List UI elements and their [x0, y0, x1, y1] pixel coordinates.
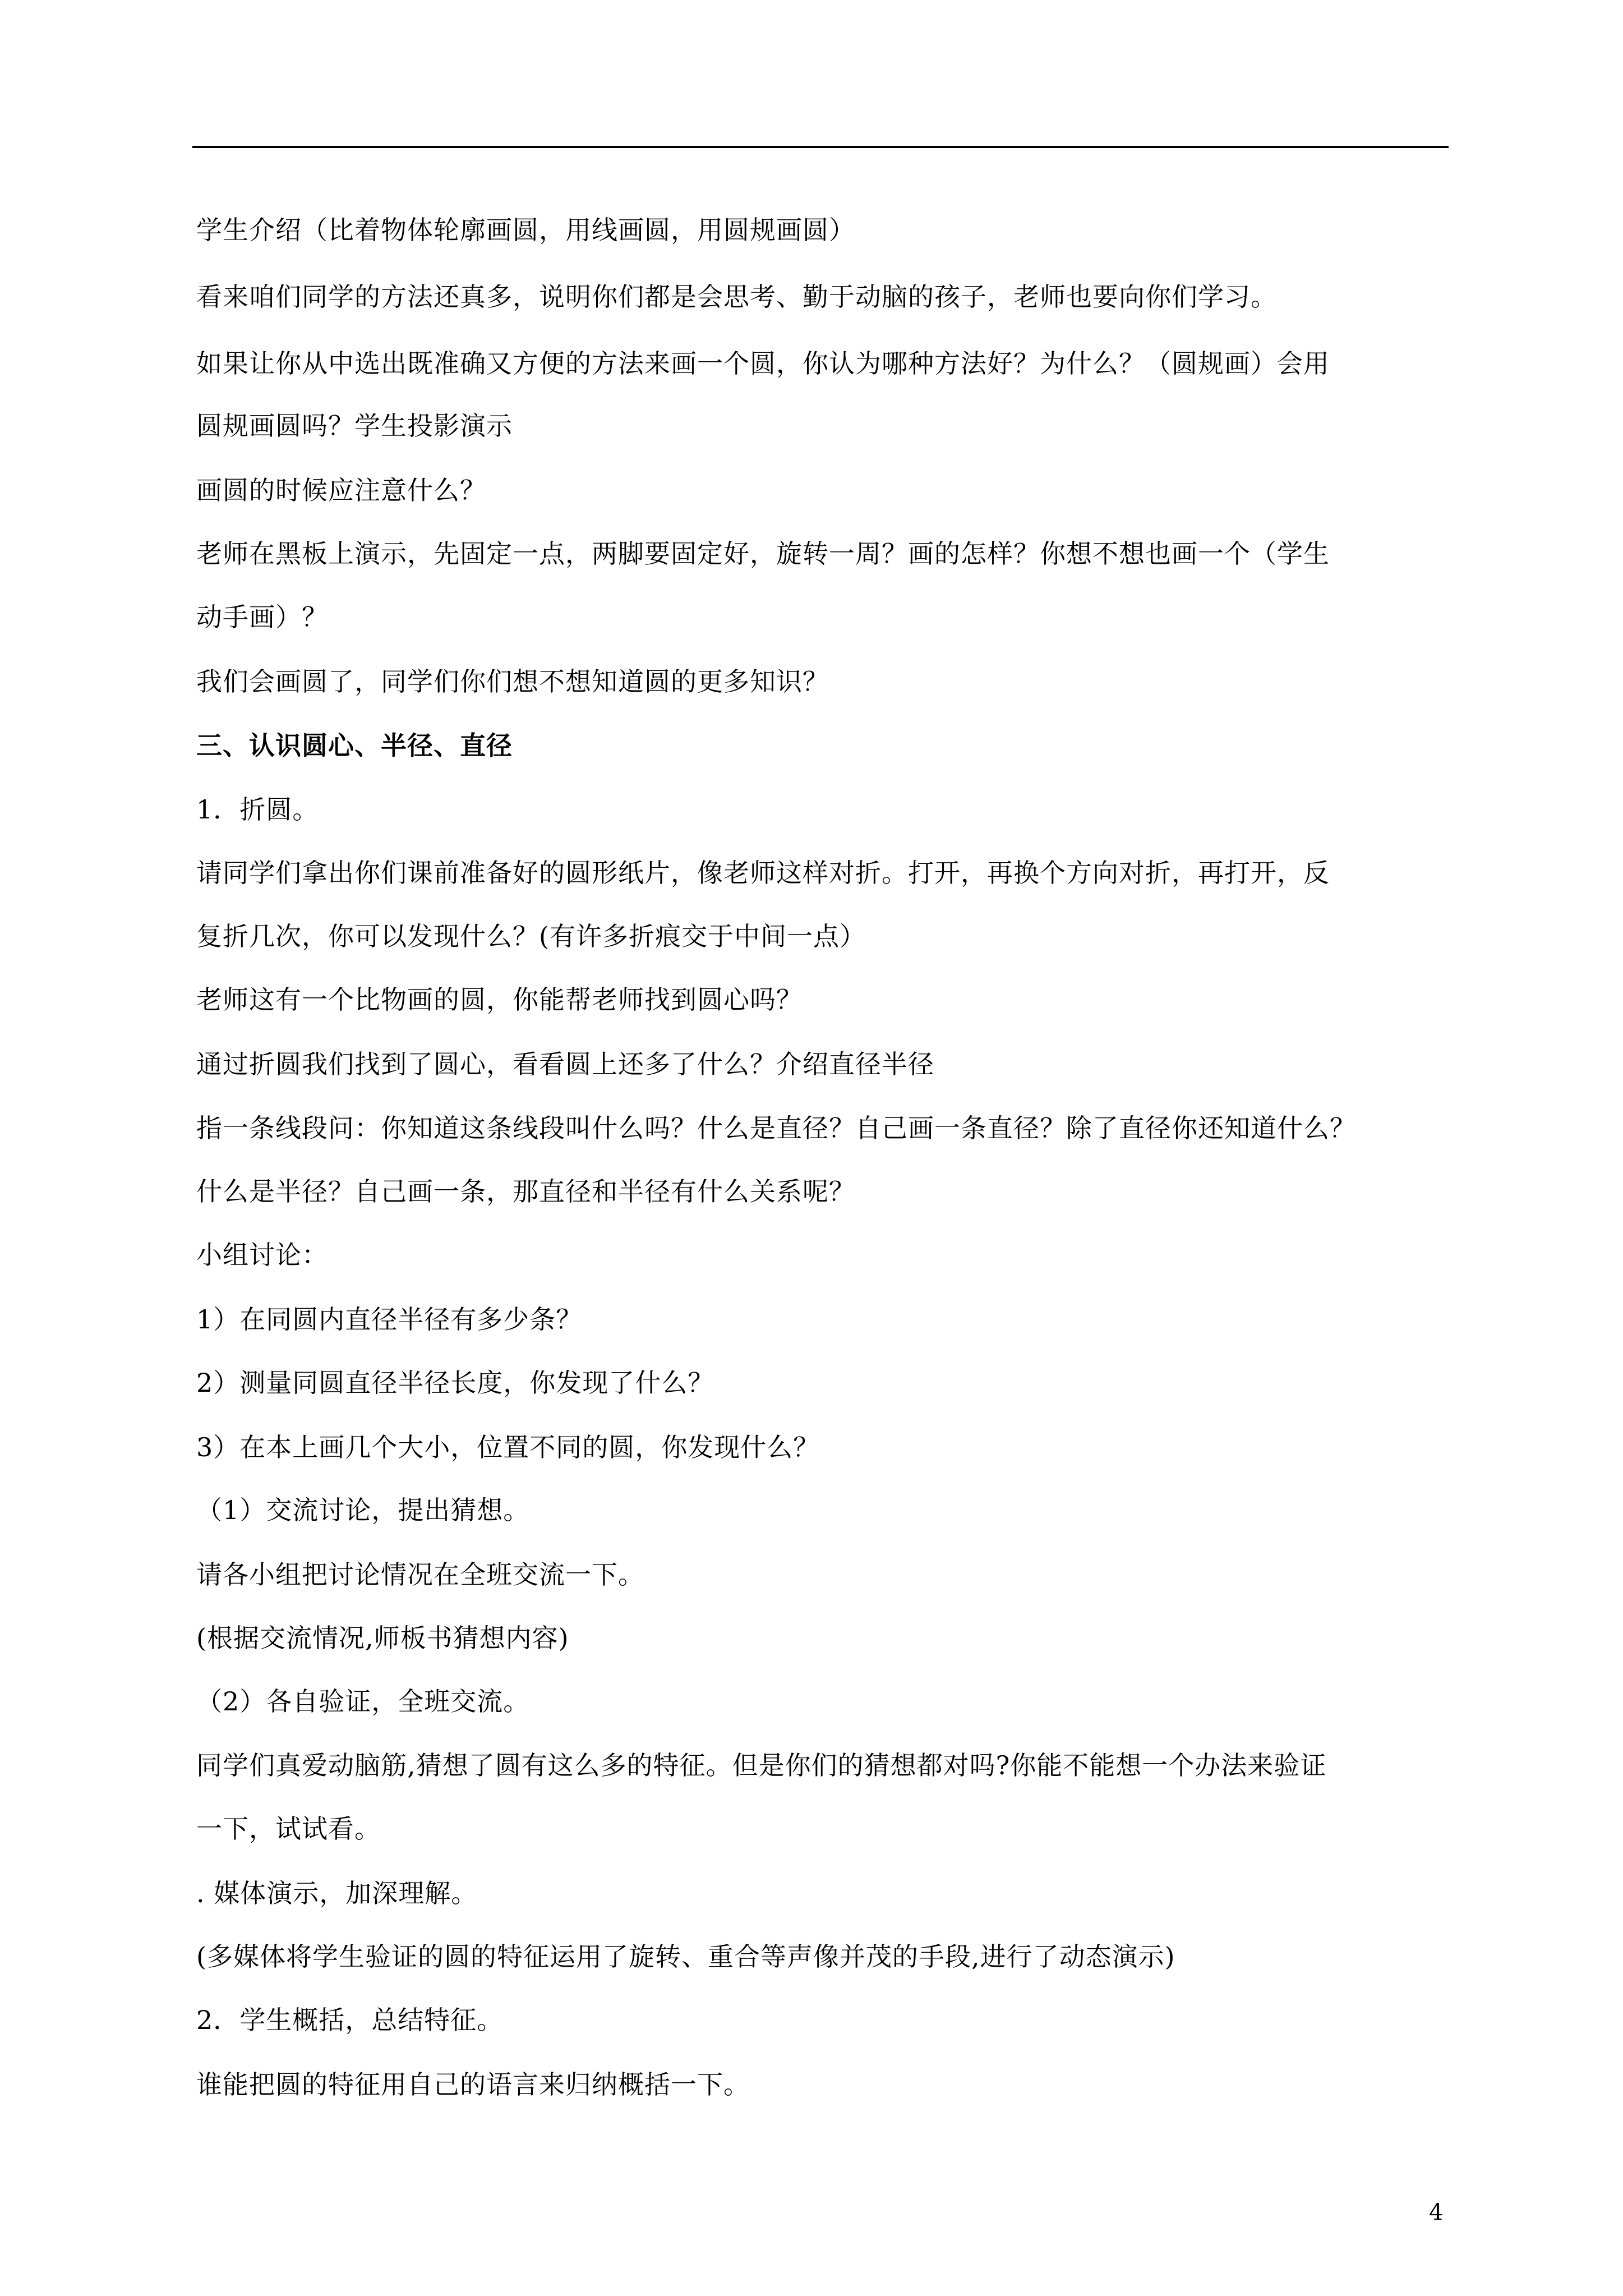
page-number: 4	[1429, 2200, 1444, 2225]
text-line: 谁能把圆的特征用自己的语言来归纳概括一下。	[196, 2069, 750, 2100]
text-line: （1）交流讨论，提出猜想。	[196, 1495, 530, 1525]
text-line: 复折几次，你可以发现什么？(有许多折痕交于中间一点）	[196, 921, 866, 951]
text-line: 一下，试试看。	[196, 1814, 381, 1844]
text-line: 1．折圆。	[196, 794, 319, 825]
text-line: 通过折圆我们找到了圆心，看看圆上还多了什么？介绍直径半径	[196, 1049, 934, 1079]
text-line: . 媒体演示，加深理解。	[196, 1878, 478, 1908]
text-line: 3）在本上画几个大小，位置不同的圆，你发现什么？	[196, 1432, 820, 1462]
text-line: 画圆的时候应注意什么？	[196, 475, 486, 505]
text-line: 什么是半径？自己画一条，那直径和半径有什么关系呢？	[196, 1176, 855, 1207]
text-line: 学生介绍（比着物体轮廓画圆，用线画圆，用圆规画圆）	[196, 215, 855, 245]
text-line: 请各小组把讨论情况在全班交流一下。	[196, 1559, 644, 1590]
text-line: （2）各自验证，全班交流。	[196, 1686, 530, 1717]
text-line: 如果让你从中选出既准确又方便的方法来画一个圆，你认为哪种方法好？为什么？（圆规画）会用	[196, 348, 1330, 379]
text-line: 动手画）？	[196, 602, 328, 632]
text-line: 请同学们拿出你们课前准备好的圆形纸片，像老师这样对折。打开，再换个方向对折，再打开，反	[196, 858, 1330, 888]
text-line: 2）测量同圆直径半径长度，你发现了什么？	[196, 1368, 714, 1398]
text-line: 我们会画圆了，同学们你们想不想知道圆的更多知识？	[196, 666, 829, 697]
text-line: (多媒体将学生验证的圆的特征运用了旋转、重合等声像并茂的手段,进行了动态演示)	[196, 1941, 1175, 1972]
text-line: (根据交流情况,师板书猜想内容)	[196, 1623, 569, 1653]
text-line: 1）在同圆内直径半径有多少条？	[196, 1304, 583, 1335]
text-line: 小组讨论：	[196, 1240, 328, 1270]
text-line: 看来咱们同学的方法还真多，说明你们都是会思考、勤于动脑的孩子，老师也要向你们学习。	[196, 282, 1277, 312]
header-rule	[192, 146, 1449, 148]
text-line: 同学们真爱动脑筋,猜想了圆有这么多的特征。但是你们的猜想都对吗?你能不能想一个办法来验证	[196, 1750, 1327, 1780]
text-line: 圆规画圆吗？学生投影演示	[196, 411, 513, 441]
text-line: 老师这有一个比物画的圆，你能帮老师找到圆心吗？	[196, 984, 803, 1015]
section-heading: 三、认识圆心、半径、直径	[196, 730, 513, 761]
text-line: 指一条线段问：你知道这条线段叫什么吗？什么是直径？自己画一条直径？除了直径你还知道什么？	[196, 1113, 1356, 1143]
text-line: 2．学生概括，总结特征。	[196, 2005, 504, 2035]
text-line: 老师在黑板上演示，先固定一点，两脚要固定好，旋转一周？画的怎样？你想不想也画一个（学生	[196, 539, 1330, 569]
